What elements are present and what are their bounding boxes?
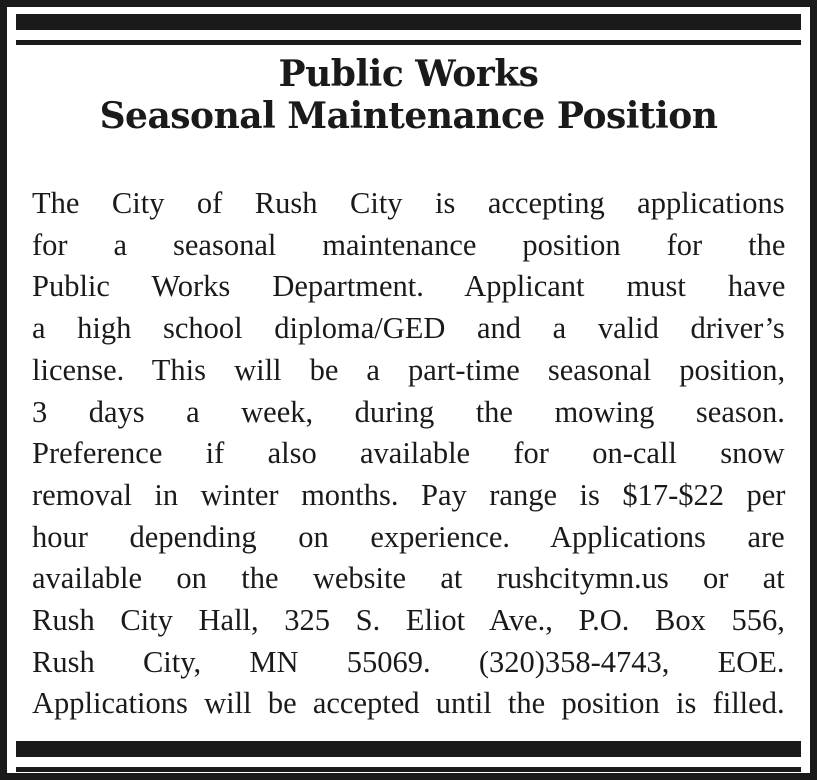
headline-line-1: Public Works — [278, 53, 539, 95]
body-line: Rush City, MN 55069. (320)358-4743, EOE. — [32, 644, 785, 679]
ad-headline — [27, 53, 790, 137]
body-line: removal in winter months. Pay range is $17-$22 per — [32, 477, 786, 512]
headline-line-2: Seasonal Maintenance Position — [99, 95, 718, 137]
body-line: Rush City Hall, 325 S. Eliot Ave., P.O. Box 556, — [32, 603, 785, 638]
body-line: 3 days a week, during the mowing season. — [32, 394, 785, 429]
body-line: for a seasonal maintenance position for the — [32, 227, 786, 262]
bottom-thin-rule — [16, 767, 801, 772]
top-thin-rule — [16, 40, 801, 45]
body-line: a high school diploma/GED and a valid driver’s — [32, 311, 785, 346]
ad-body — [32, 183, 785, 725]
body-line: license. This will be a part-time seasonal position, — [32, 352, 786, 387]
top-thick-rule — [16, 14, 801, 30]
body-line: Public Works Department. Applicant must have — [32, 269, 786, 304]
body-line: Applications will be accepted until the position is filled. — [32, 686, 785, 721]
bottom-thick-rule — [16, 741, 801, 757]
body-line: hour depending on experience. Applications are — [32, 519, 785, 554]
body-line: Preference if also available for on-call snow — [32, 436, 785, 471]
body-line: The City of Rush City is accepting applications — [32, 186, 785, 220]
body-line: available on the website at rushcitymn.us or at — [32, 561, 785, 596]
